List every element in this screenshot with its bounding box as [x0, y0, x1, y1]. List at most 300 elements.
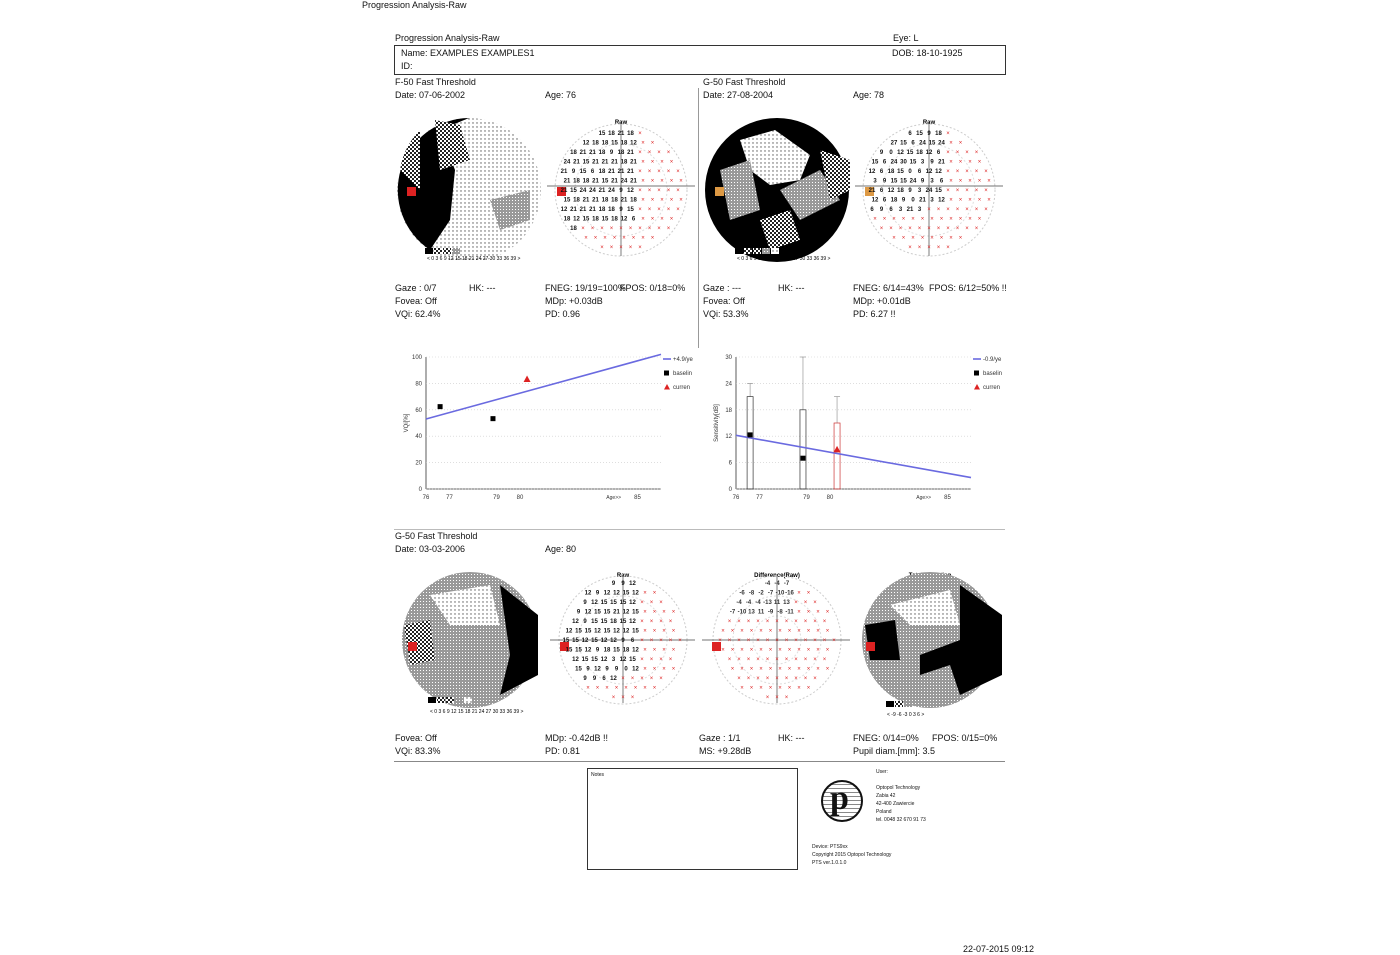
field-value: 21 [868, 188, 876, 194]
field-value: 15 [627, 207, 634, 213]
field-miss-marker: × [784, 638, 789, 644]
field-value: 12 [629, 581, 636, 587]
field-miss-marker: × [974, 207, 979, 213]
field-miss-marker: × [603, 235, 607, 242]
field-miss-marker: × [657, 188, 661, 194]
field-value: 15 [610, 600, 617, 606]
field-miss-marker: × [638, 150, 642, 156]
box-range [834, 423, 840, 489]
field-miss-marker: × [638, 169, 642, 175]
field-value: 18 [630, 197, 637, 204]
field-value: 24 [925, 188, 933, 194]
exam1-program: F-50 Fast Threshold [395, 77, 476, 87]
x-tick-label: 85 [944, 495, 951, 501]
x-axis-label: Age>> [606, 495, 622, 501]
field-miss-marker: × [643, 647, 647, 654]
field-value: 18 [598, 169, 606, 175]
field-miss-marker: × [756, 657, 760, 663]
field-value: 21 [611, 159, 618, 166]
field-value: 18 [611, 216, 618, 223]
exam1-vqi: VQi: 62.4% [395, 309, 441, 319]
field-value: 12 [603, 590, 611, 597]
exam1-mdp: MDp: +0.03dB [545, 296, 603, 306]
field-value: 9 [576, 609, 581, 616]
field-miss-marker: × [643, 590, 647, 597]
field-miss-marker: × [816, 647, 820, 654]
field-miss-marker: × [669, 197, 674, 204]
field-miss-marker: × [669, 216, 674, 223]
field-value: 6 [631, 216, 636, 223]
field-miss-marker: × [759, 647, 763, 654]
exam3-gaze: Gaze : 1/1 [699, 733, 741, 743]
field-miss-marker: × [949, 197, 953, 204]
x-tick-label: 79 [803, 495, 810, 501]
field-miss-marker: × [784, 657, 789, 663]
patient-name: Name: EXAMPLES EXAMPLES1 [401, 48, 535, 58]
field-value: 9 [595, 647, 600, 654]
field-value: -7 [767, 590, 774, 597]
y-tick-label: 30 [725, 355, 732, 361]
field-miss-marker: × [949, 140, 953, 147]
field-miss-marker: × [643, 609, 647, 616]
field-miss-marker: × [946, 169, 950, 175]
field-value: 12 [584, 590, 592, 597]
field-miss-marker: × [652, 685, 657, 692]
field-miss-marker: × [584, 235, 588, 242]
field-miss-marker: × [657, 150, 661, 156]
field-value: 21 [919, 197, 926, 204]
field-miss-marker: × [892, 235, 896, 242]
exam-fields-top [380, 110, 1020, 270]
exam3-mdp: MDp: -0.42dB !! [545, 733, 609, 743]
field-miss-marker: × [649, 600, 654, 606]
field-value: 9 [879, 207, 884, 213]
field-miss-marker: × [621, 676, 625, 682]
svg-text:< -9 -6 -3 0 3 6 >: < -9 -6 -3 0 3 6 > [887, 712, 925, 718]
field-miss-marker: × [643, 666, 647, 673]
exam2-vqi: VQi: 53.3% [703, 309, 749, 319]
field-value: 11 [773, 600, 781, 606]
field-miss-marker: × [657, 207, 661, 213]
field-miss-marker: × [974, 150, 979, 156]
field-miss-marker: × [624, 685, 628, 692]
field-value: -4 [774, 581, 780, 587]
field-value: 15 [890, 178, 898, 185]
field-value: -16 [785, 590, 794, 597]
field-miss-marker: × [640, 676, 644, 682]
field-miss-marker: × [652, 647, 657, 654]
field-miss-marker: × [622, 235, 626, 242]
y-tick-label: 6 [728, 460, 732, 467]
field-miss-marker: × [927, 207, 931, 213]
field-miss-marker: × [671, 609, 676, 616]
field-value: 12 [887, 188, 895, 194]
field-miss-marker: × [650, 216, 655, 223]
field-miss-marker: × [652, 590, 657, 597]
field-value: 9 [621, 581, 625, 587]
exam3-date: Date: 03-03-2006 [395, 544, 466, 554]
field-miss-marker: × [803, 676, 808, 682]
exam3-vqi: VQi: 83.3% [395, 746, 441, 756]
device-label: Device: PTS9xx [812, 844, 848, 850]
field-miss-marker: × [659, 638, 663, 644]
field-miss-marker: × [641, 197, 645, 204]
field-value: 15 [575, 666, 582, 673]
y-tick-label: 20 [415, 460, 422, 467]
field-miss-marker: × [666, 226, 671, 232]
field-miss-marker: × [730, 628, 735, 635]
field-value: 24 [579, 188, 587, 194]
field-value: 6 [879, 169, 884, 175]
progression-charts [390, 348, 1010, 513]
field-value: 3 [873, 178, 877, 185]
field-miss-marker: × [901, 216, 906, 223]
exam1-hk: HK: --- [469, 283, 496, 293]
field-value: 15 [909, 159, 917, 166]
field-value: 12 [925, 169, 933, 175]
field-miss-marker: × [958, 140, 963, 147]
field-miss-marker: × [619, 226, 623, 232]
field-miss-marker: × [600, 226, 604, 232]
baseline-point [800, 456, 805, 461]
svg-text:Raw: Raw [614, 120, 628, 126]
field-value: 0 [908, 169, 912, 175]
eye-label: Eye: L [893, 33, 919, 43]
field-miss-marker: × [797, 685, 801, 692]
field-miss-marker: × [671, 647, 676, 654]
field-miss-marker: × [765, 695, 770, 701]
field-miss-marker: × [666, 207, 671, 213]
field-miss-marker: × [649, 676, 654, 682]
field-miss-marker: × [879, 226, 884, 232]
exam2-age: Age: 78 [853, 90, 885, 100]
field-value: 18 [897, 188, 904, 194]
field-value: 3 [898, 207, 903, 213]
field-miss-marker: × [662, 647, 666, 654]
field-value: 15 [600, 619, 608, 625]
box-range [800, 410, 806, 489]
field-miss-marker: × [813, 676, 817, 682]
field-value: -7 [783, 581, 790, 587]
field-value: 9 [621, 638, 625, 644]
field-miss-marker: × [797, 628, 801, 635]
stats-underline [394, 761, 1005, 762]
field-miss-marker: × [778, 666, 782, 673]
box-range [747, 397, 753, 489]
field-value: 18 [598, 207, 606, 213]
field-miss-marker: × [949, 235, 953, 242]
field-value: 15 [598, 131, 606, 137]
field-miss-marker: × [958, 216, 963, 223]
baseline-point [438, 404, 443, 409]
field-value: 9 [927, 131, 931, 137]
field-value: 21 [589, 150, 596, 156]
field-value: 15 [603, 628, 611, 635]
field-miss-marker: × [647, 207, 652, 213]
field-miss-marker: × [740, 647, 744, 654]
field-value: 27 [890, 140, 898, 147]
field-value: 21 [563, 178, 571, 185]
field-miss-marker: × [822, 657, 827, 663]
field-value: 21 [592, 197, 599, 204]
field-value: 18 [601, 197, 609, 204]
field-value: 12 [591, 600, 598, 606]
field-miss-marker: × [977, 197, 982, 204]
window-title: Progression Analysis-Raw [362, 0, 467, 10]
notes-label: Notes [591, 772, 605, 778]
field-miss-marker: × [908, 245, 912, 251]
field-miss-marker: × [806, 685, 811, 692]
field-value: 18 [592, 216, 599, 223]
field-miss-marker: × [641, 140, 645, 147]
exam1-pd: PD: 0.96 [545, 309, 581, 319]
field-miss-marker: × [640, 638, 644, 644]
field-miss-marker: × [958, 159, 963, 166]
field-value: 18 [620, 159, 628, 166]
field-miss-marker: × [984, 207, 988, 213]
field-miss-marker: × [660, 216, 664, 223]
field-value: 6 [936, 150, 941, 156]
field-miss-marker: × [892, 216, 896, 223]
field-miss-marker: × [657, 226, 661, 232]
field-miss-marker: × [778, 647, 782, 654]
y-tick-label: 40 [415, 434, 422, 441]
field-miss-marker: × [797, 666, 801, 673]
field-miss-marker: × [669, 178, 674, 185]
field-value: 9 [882, 178, 887, 185]
legend-square-swatch [974, 371, 979, 376]
field-value: 12 [573, 216, 580, 223]
field-miss-marker: × [737, 676, 741, 682]
field-value: 3 [917, 207, 922, 213]
field-value: 18 [598, 150, 606, 156]
field-miss-marker: × [641, 178, 645, 185]
field-value: 9 [605, 666, 609, 673]
exam2-fovea: Fovea: Off [703, 296, 745, 306]
field-value: 3 [917, 188, 922, 194]
field-miss-marker: × [600, 245, 604, 251]
field-miss-marker: × [936, 226, 941, 232]
field-miss-marker: × [797, 647, 801, 654]
company-name: Optopol Technology [876, 785, 921, 791]
field-value: 15 [600, 600, 608, 606]
field-value: 15 [601, 216, 609, 223]
field-miss-marker: × [759, 685, 763, 692]
field-miss-marker: × [676, 188, 680, 194]
field-value: 15 [632, 609, 639, 616]
field-value: 9 [609, 150, 614, 156]
field-value: 12 [572, 657, 579, 663]
field-value: 21 [938, 159, 945, 166]
exam2-mdp: MDp: +0.01dB [853, 296, 911, 306]
field-miss-marker: × [649, 638, 654, 644]
company-logo-letter: p [830, 780, 849, 817]
y-tick-label: 80 [415, 381, 422, 388]
field-value: 18 [601, 140, 609, 147]
field-miss-marker: × [638, 207, 642, 213]
exam3-pd: PD: 0.81 [545, 746, 581, 756]
field-miss-marker: × [930, 235, 934, 242]
field-value: 12 [632, 590, 639, 597]
field-miss-marker: × [768, 666, 773, 673]
field-value: 0 [911, 197, 915, 204]
exam2-fneg: FNEG: 6/14=43% [853, 283, 924, 293]
field-miss-marker: × [718, 638, 722, 644]
field-value: 9 [571, 169, 576, 175]
field-value: 18 [603, 647, 611, 654]
field-value: 21 [601, 159, 609, 166]
field-miss-marker: × [666, 150, 671, 156]
field-miss-marker: × [955, 150, 960, 156]
field-miss-marker: × [749, 666, 754, 673]
field-miss-marker: × [590, 226, 595, 232]
field-miss-marker: × [640, 619, 644, 625]
field-miss-marker: × [614, 685, 619, 692]
field-miss-marker: × [806, 647, 811, 654]
field-value: 9 [619, 207, 623, 213]
field-value: 6 [590, 169, 595, 175]
field-miss-marker: × [721, 647, 725, 654]
field-miss-marker: × [965, 150, 969, 156]
field-miss-marker: × [668, 657, 673, 663]
field-miss-marker: × [659, 600, 663, 606]
field-miss-marker: × [643, 685, 647, 692]
field-miss-marker: × [668, 638, 673, 644]
field-value: 15 [906, 150, 914, 156]
field-miss-marker: × [889, 226, 893, 232]
field-value: 12 [935, 169, 942, 175]
field-miss-marker: × [822, 638, 827, 644]
field-value: 24 [589, 188, 596, 194]
exam3-total-deviation-plot [862, 572, 1002, 708]
field-value: 12 [629, 619, 636, 625]
field-miss-marker: × [946, 226, 950, 232]
field-miss-marker: × [737, 619, 741, 625]
field-value: 0 [889, 150, 893, 156]
field-value: 21 [560, 188, 568, 194]
exam1-fpos: FPOS: 0/18=0% [620, 283, 686, 293]
field-miss-marker: × [611, 695, 616, 701]
field-miss-marker: × [659, 619, 663, 625]
notes-box[interactable] [587, 768, 798, 870]
field-miss-marker: × [930, 216, 934, 223]
field-value: 12 [600, 657, 608, 663]
field-value: 12 [629, 600, 636, 606]
field-miss-marker: × [638, 245, 642, 251]
field-value: 21 [630, 178, 637, 185]
field-miss-marker: × [727, 657, 732, 663]
field-value: 21 [582, 197, 590, 204]
field-value: 21 [620, 197, 628, 204]
exam3-ms: MS: +9.28dB [699, 746, 752, 756]
field-value: 12 [622, 628, 630, 635]
exam3-fneg: FNEG: 0/14=0% [853, 733, 919, 743]
field-miss-marker: × [806, 590, 811, 597]
company-city: 42-400 Zawiercie [876, 801, 915, 807]
x-tick-label: 80 [516, 495, 524, 501]
field-value: 18 [887, 169, 895, 175]
field-miss-marker: × [825, 647, 830, 654]
field-miss-marker: × [660, 178, 664, 185]
field-miss-marker: × [882, 216, 887, 223]
field-miss-marker: × [949, 159, 953, 166]
exam3-fovea: Fovea: Off [395, 733, 437, 743]
field-miss-marker: × [721, 628, 725, 635]
company-tel: tel. 0048 32 670 91 73 [876, 817, 926, 823]
field-value: 21 [592, 159, 599, 166]
svg-text:Raw: Raw [616, 573, 630, 579]
field-miss-marker: × [984, 188, 988, 194]
field-value: 18 [582, 178, 590, 185]
field-value: -9 [767, 609, 774, 616]
field-miss-marker: × [740, 685, 744, 692]
field-value: 18 [592, 140, 599, 147]
exam2-date: Date: 27-08-2004 [703, 90, 774, 100]
field-value: 9 [614, 666, 619, 673]
field-miss-marker: × [968, 216, 972, 223]
field-miss-marker: × [958, 197, 963, 204]
y-axis-label: Sensitivity[dB] [714, 404, 720, 442]
exam2-gaze: Gaze : --- [703, 283, 742, 293]
field-miss-marker: × [659, 657, 663, 663]
field-miss-marker: × [955, 226, 960, 232]
exam3-pupil: Pupil diam.[mm]: 3.5 [853, 746, 936, 756]
field-miss-marker: × [609, 245, 614, 251]
field-miss-marker: × [746, 619, 751, 625]
field-value: -6 [739, 590, 745, 597]
field-value: 12 [632, 647, 639, 654]
field-value: 18 [608, 131, 615, 137]
field-miss-marker: × [647, 150, 652, 156]
field-miss-marker: × [768, 685, 773, 692]
y-tick-label: 18 [725, 407, 732, 414]
y-tick-label: 24 [725, 381, 732, 388]
field-miss-marker: × [666, 169, 671, 175]
field-value: 12 [584, 647, 592, 654]
field-miss-marker: × [794, 619, 798, 625]
field-value: 9 [583, 676, 587, 682]
exam1-fneg: FNEG: 19/19=100% [545, 283, 626, 293]
field-miss-marker: × [730, 666, 735, 673]
field-value: 15 [591, 619, 598, 625]
field-miss-marker: × [671, 628, 676, 635]
field-value: 12 [630, 140, 637, 147]
legend-triangle-swatch [974, 384, 980, 390]
field-miss-marker: × [652, 628, 657, 635]
field-miss-marker: × [657, 169, 661, 175]
field-miss-marker: × [662, 609, 666, 616]
field-value: -4 [764, 581, 771, 587]
field-miss-marker: × [958, 178, 963, 185]
field-miss-marker: × [797, 609, 801, 616]
field-miss-marker: × [650, 159, 655, 166]
exam2-hk: HK: --- [778, 283, 805, 293]
field-value: 12 [594, 628, 601, 635]
field-miss-marker: × [784, 676, 789, 682]
x-tick-label: 79 [493, 495, 500, 501]
field-miss-marker: × [965, 188, 969, 194]
field-miss-marker: × [927, 226, 931, 232]
field-value: 15 [619, 619, 627, 625]
field-miss-marker: × [974, 188, 979, 194]
field-value: 9 [583, 619, 587, 625]
field-value: 21 [579, 207, 587, 213]
field-value: 21 [560, 169, 568, 175]
legend-label: baselin [673, 371, 693, 377]
field-value: 15 [871, 159, 879, 166]
exam3-fields [390, 565, 1010, 720]
field-value: 3 [930, 197, 934, 204]
